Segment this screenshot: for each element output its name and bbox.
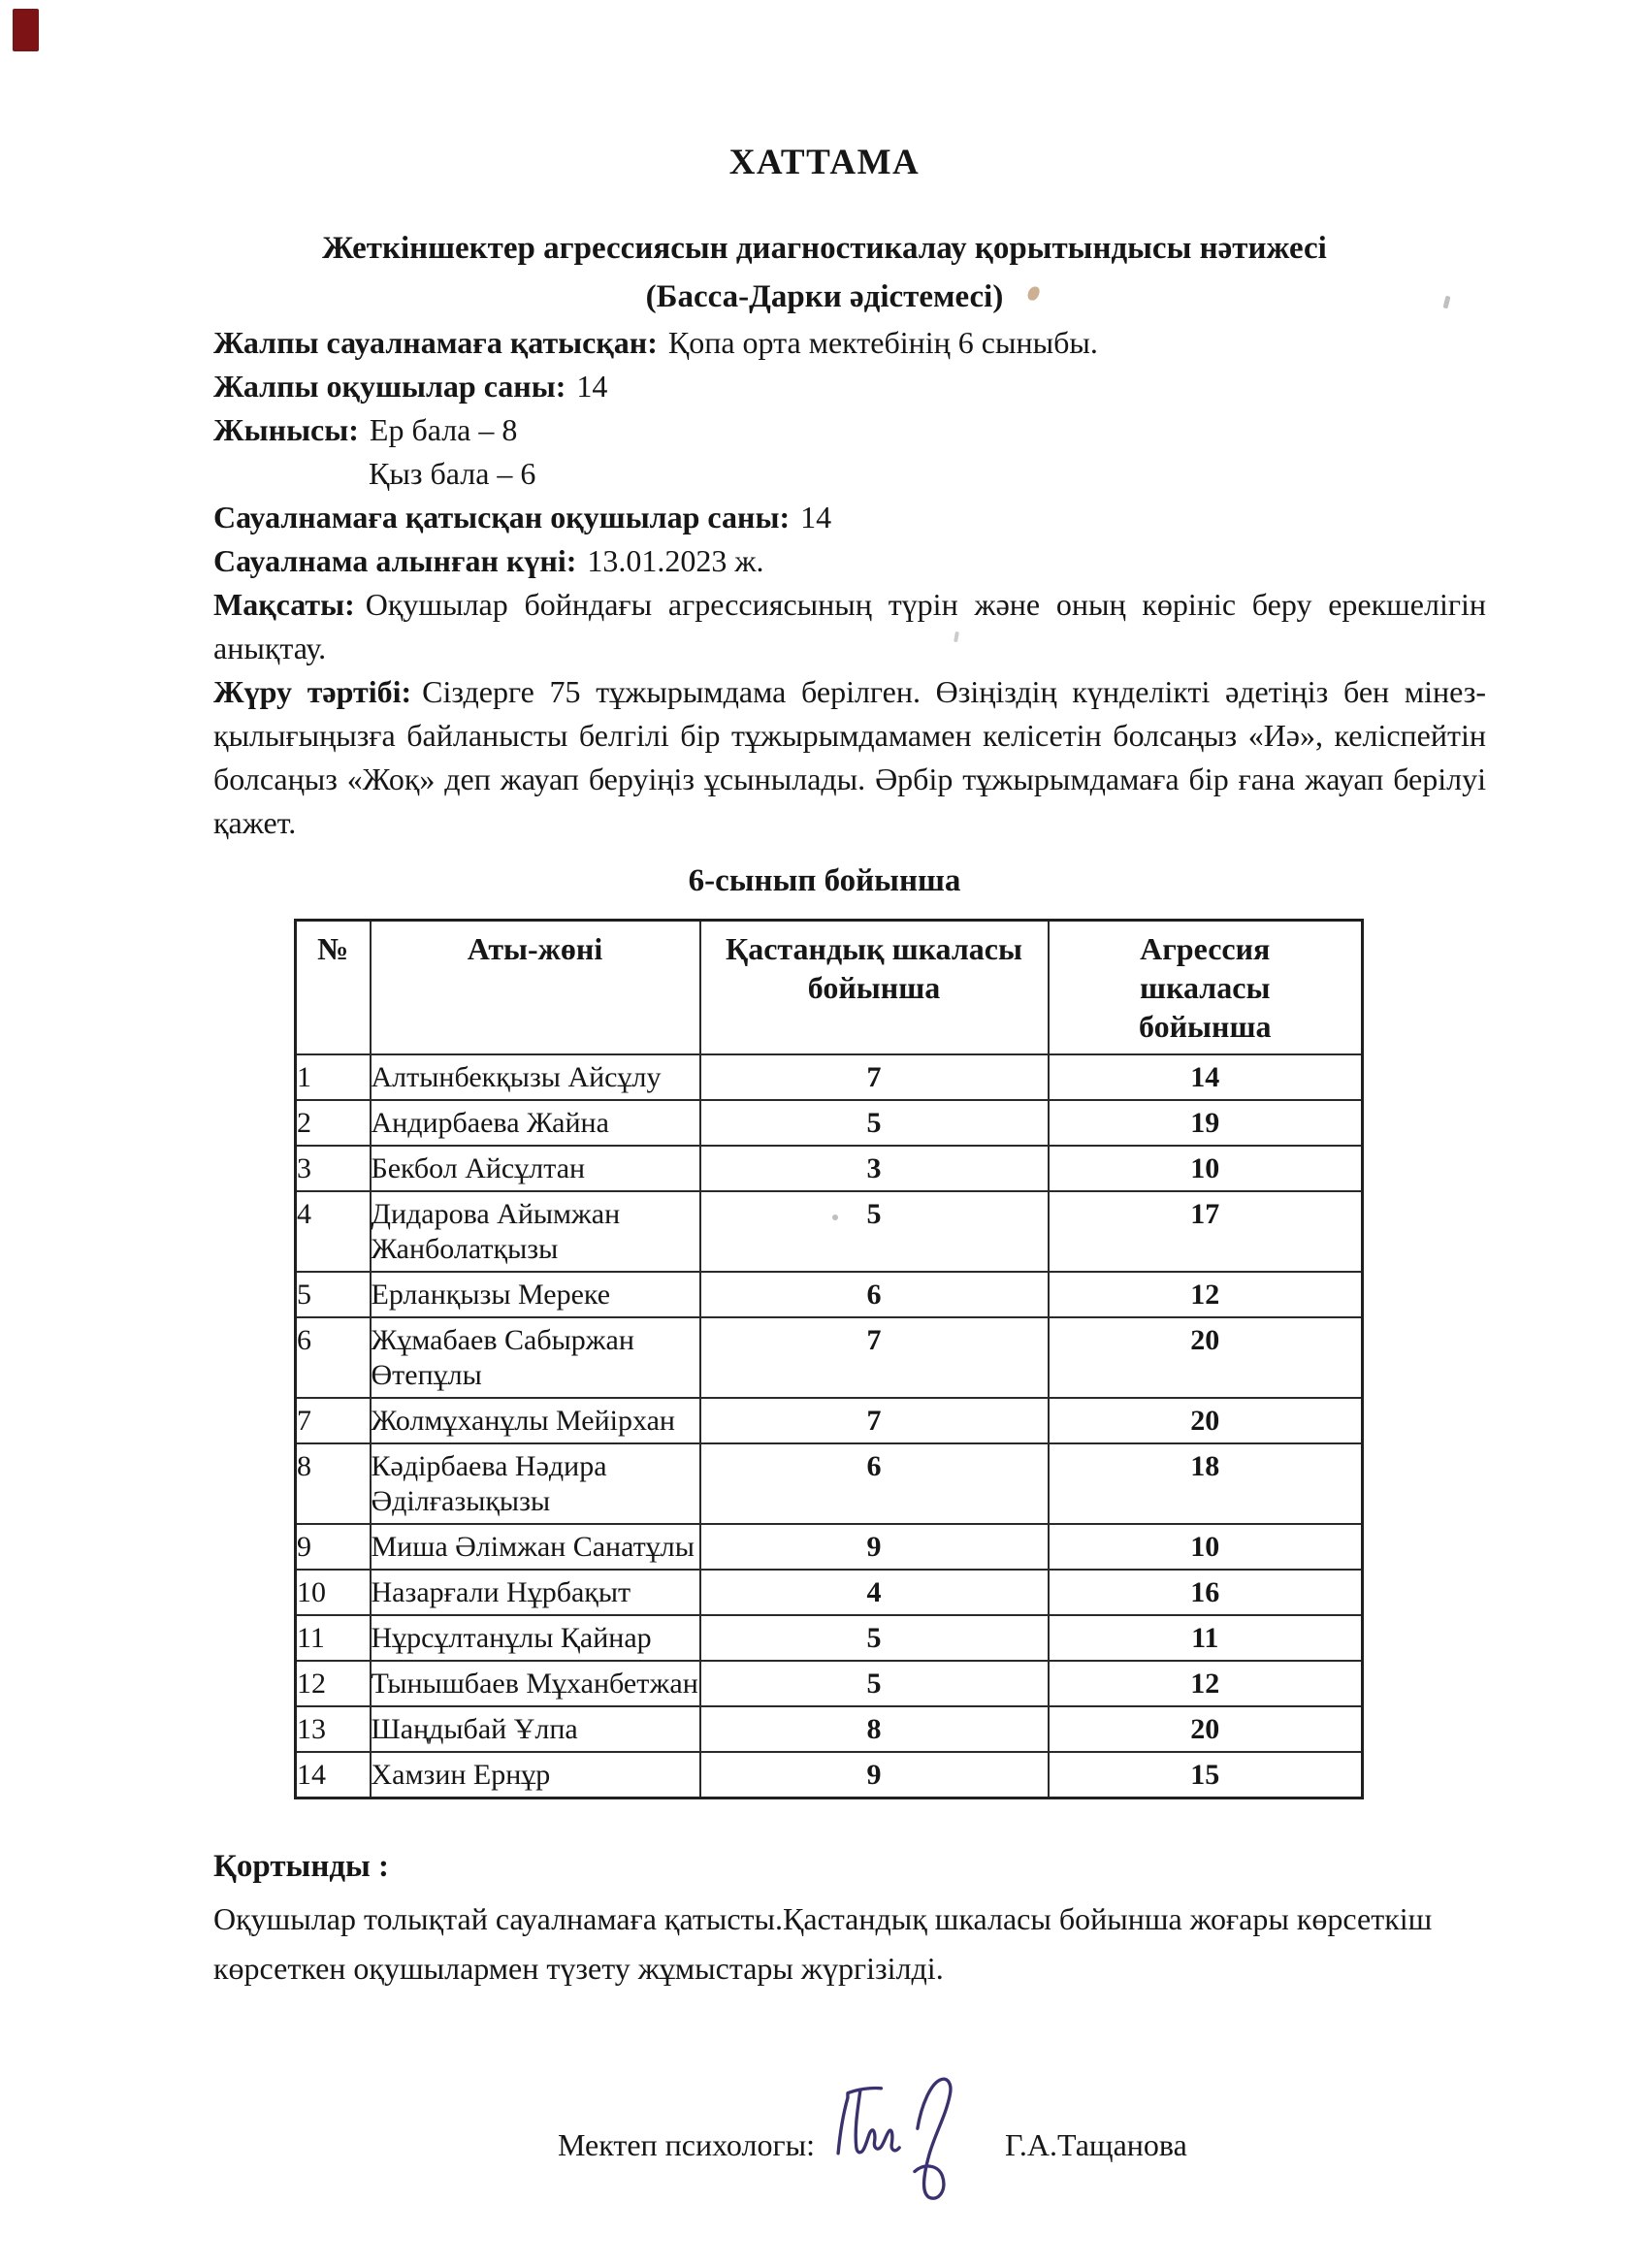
signature-scribble [824, 2073, 997, 2207]
row-number-cell: 7 [296, 1398, 371, 1443]
aggression-score-cell: 12 [1049, 1661, 1363, 1706]
aggression-score-cell: 19 [1049, 1100, 1363, 1146]
field-gender-girls [213, 452, 1486, 496]
procedure-paragraph [213, 670, 1486, 845]
field-value: 14 [576, 369, 608, 404]
field-label: Жүру тәртібі: [213, 674, 412, 709]
field-value: Ер бала – 8 [369, 412, 518, 447]
kastandyk-score-cell: 7 [700, 1054, 1049, 1100]
psychologist-name: Г.А.Тащанова [1004, 2127, 1187, 2162]
conclusion-section [213, 1844, 1486, 1993]
table-header-row [296, 921, 1363, 1055]
aggression-score-cell: 20 [1049, 1398, 1363, 1443]
red-corner-mark [13, 9, 39, 51]
kastandyk-score-cell: 6 [700, 1443, 1049, 1524]
row-number-cell: 6 [296, 1317, 371, 1398]
aggression-score-cell: 12 [1049, 1272, 1363, 1317]
student-name-cell: Ерланқызы Мереке [371, 1272, 700, 1317]
row-number-cell: 8 [296, 1443, 371, 1524]
col-header-name: Аты-жөні [371, 921, 700, 1055]
row-number-cell: 5 [296, 1272, 371, 1317]
aggression-score-cell: 14 [1049, 1054, 1363, 1100]
table-row [296, 1054, 1363, 1100]
page-title: ХАТТАМА [728, 143, 921, 182]
subtitle-line-2: (Басса-Дарки әдістемесі) [645, 279, 1004, 314]
table-row [296, 1146, 1363, 1191]
row-number-cell: 9 [296, 1524, 371, 1570]
row-number-cell: 2 [296, 1100, 371, 1146]
table-row [296, 1524, 1363, 1570]
student-name-cell: Миша Әлімжан Санатұлы [371, 1524, 700, 1570]
field-label: Жынысы: [213, 412, 359, 447]
info-section [213, 321, 1486, 845]
row-number-cell: 1 [296, 1054, 371, 1100]
goal-paragraph [213, 583, 1486, 670]
student-name-cell: Жұмабаев Сабыржан Өтепұлы [371, 1317, 700, 1398]
student-name-cell: Жолмұханұлы Мейірхан [371, 1398, 700, 1443]
student-name-cell: Нұрсұлтанұлы Қайнар [371, 1615, 700, 1661]
kastandyk-score-cell: 9 [700, 1524, 1049, 1570]
field-total-students [213, 365, 1486, 408]
row-number-cell: 3 [296, 1146, 371, 1191]
student-name-cell: Андирбаева Жайна [371, 1100, 700, 1146]
field-survey-date [213, 539, 1486, 583]
row-number-cell: 10 [296, 1570, 371, 1615]
table-row [296, 1317, 1363, 1398]
student-name-cell: Тынышбаев Мұханбетжан [371, 1661, 700, 1706]
table-title: 6-сынып бойынша [688, 863, 961, 898]
kastandyk-score-cell: 3 [700, 1146, 1049, 1191]
col-header-number: № [296, 921, 371, 1055]
row-number-cell: 11 [296, 1615, 371, 1661]
kastandyk-score-cell: 5 [700, 1191, 1049, 1272]
col-header-kastandyk-scale: Қастандық шкаласы бойынша [700, 921, 1049, 1055]
aggression-score-cell: 18 [1049, 1443, 1363, 1524]
table-row [296, 1272, 1363, 1317]
row-number-cell: 12 [296, 1661, 371, 1706]
aggression-score-cell: 17 [1049, 1191, 1363, 1272]
row-number-cell: 4 [296, 1191, 371, 1272]
field-gender [213, 408, 1486, 452]
table-row [296, 1615, 1363, 1661]
field-value: Оқушылар бойндағы агрессиясының түрін және оның көрініс беру ерекшелігін анықтау. [213, 587, 1486, 665]
kastandyk-score-cell: 4 [700, 1570, 1049, 1615]
student-name-cell: Назарғали Нұрбақыт [371, 1570, 700, 1615]
field-value: 13.01.2023 ж. [587, 543, 764, 578]
field-label: Сауалнамаға қатысқан оқушылар саны: [213, 500, 791, 535]
kastandyk-score-cell: 6 [700, 1272, 1049, 1317]
student-name-cell: Алтынбекқызы Айсұлу [371, 1054, 700, 1100]
aggression-score-cell: 15 [1049, 1752, 1363, 1798]
results-table [294, 919, 1364, 1799]
kastandyk-score-cell: 7 [700, 1317, 1049, 1398]
kastandyk-score-cell: 5 [700, 1100, 1049, 1146]
table-row [296, 1191, 1363, 1272]
col-header-aggression-scale: Агрессия шкаласы бойынша [1049, 921, 1363, 1055]
table-row [296, 1443, 1363, 1524]
aggression-score-cell: 10 [1049, 1524, 1363, 1570]
field-value: Қыз бала – 6 [369, 456, 536, 491]
table-row [296, 1570, 1363, 1615]
student-name-cell: Шаңдыбай Ұлпа [371, 1706, 700, 1752]
table-row [296, 1661, 1363, 1706]
signature-block [558, 2127, 1649, 2164]
document-subtitle [0, 224, 1649, 321]
kastandyk-score-cell: 8 [700, 1706, 1049, 1752]
row-number-cell: 13 [296, 1706, 371, 1752]
kastandyk-score-cell: 5 [700, 1661, 1049, 1706]
field-value: 14 [800, 500, 832, 535]
table-row [296, 1752, 1363, 1798]
aggression-score-cell: 10 [1049, 1146, 1363, 1191]
subtitle-line-1: Жеткіншектер агрессиясын диагностикалау қорытындысы нәтижесі [322, 231, 1327, 266]
field-participated [213, 321, 1486, 365]
field-label: Жалпы оқушылар саны: [213, 369, 566, 404]
field-respondents [213, 496, 1486, 539]
field-value: Қопа орта мектебінің 6 сыныбы. [667, 325, 1098, 360]
aggression-score-cell: 16 [1049, 1570, 1363, 1615]
table-row [296, 1706, 1363, 1752]
aggression-score-cell: 20 [1049, 1706, 1363, 1752]
table-row [296, 1398, 1363, 1443]
field-value: Сіздерге 75 тұжырымдама берілген. Өзіңіздің күнделікті әдетіңіз бен мінез-қылығыңызға байланысты белгілі бір тұжырымдамамен келісетін болсаңыз «Иә», келіспейтін болсаңыз «Жоқ» деп жауап беруіңіз ұсынылады. Әрбір тұжырымдамаға бір ғана жауап берілуі қажет. [213, 674, 1487, 840]
kastandyk-score-cell: 5 [700, 1615, 1049, 1661]
field-label: Сауалнама алынған күні: [213, 543, 577, 578]
student-name-cell: Дидарова Айымжан Жанболатқызы [371, 1191, 700, 1272]
student-name-cell: Хамзин Ернұр [371, 1752, 700, 1798]
conclusion-label: Қортынды : [213, 1849, 390, 1884]
table-row [296, 1100, 1363, 1146]
field-label: Жалпы сауалнамаға қатысқан: [213, 325, 658, 360]
student-name-cell: Бекбол Айсұлтан [371, 1146, 700, 1191]
row-number-cell: 14 [296, 1752, 371, 1798]
signature-label: Мектеп психологы: [558, 2127, 815, 2162]
aggression-score-cell: 20 [1049, 1317, 1363, 1398]
field-label: Мақсаты: [213, 587, 355, 622]
conclusion-text: Оқушылар толықтай сауалнамаға қатысты.Қастандық шкаласы бойынша жоғары көрсеткіш көрсеткен оқушылармен түзету жұмыстары жүргізілді. [213, 1901, 1433, 1986]
kastandyk-score-cell: 7 [700, 1398, 1049, 1443]
kastandyk-score-cell: 9 [700, 1752, 1049, 1798]
aggression-score-cell: 11 [1049, 1615, 1363, 1661]
student-name-cell: Кәдірбаева Нәдира Әділғазықызы [371, 1443, 700, 1524]
